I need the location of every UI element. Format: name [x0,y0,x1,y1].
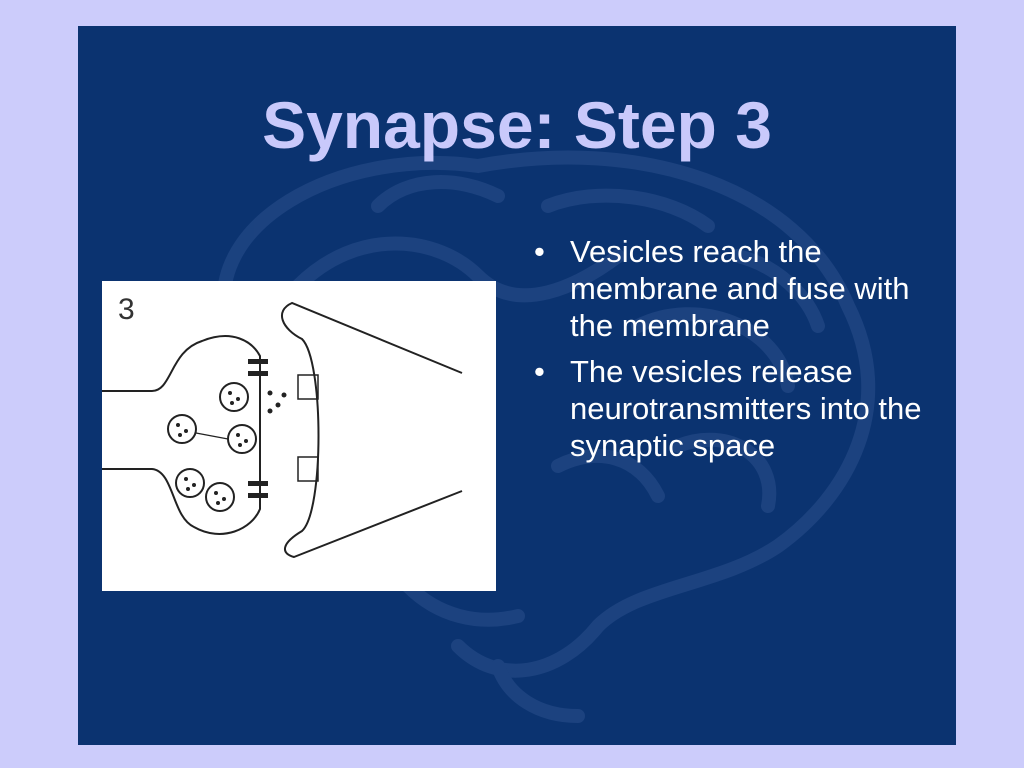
bullet-list [532,233,942,473]
bullet-item [532,353,942,464]
membrane-channel-bottom [248,481,268,486]
membrane-channel-top [248,359,268,364]
receptor-bottom [298,457,318,481]
vesicle [206,483,234,511]
step-number-label: 3 [118,293,135,326]
bullet-item [532,233,942,344]
synapse-illustration [102,281,496,591]
slide-title: Synapse: Step 3 [262,88,772,162]
bullet-text: The vesicles release neurotransmitters into the synaptic space [570,354,922,463]
vesicle [220,383,248,411]
vesicle [168,415,196,443]
vesicle [176,469,204,497]
membrane-channel-bottom [248,493,268,498]
synapse-diagram [102,281,496,591]
bullet-text: Vesicles reach the membrane and fuse with the membrane [570,234,910,343]
membrane-channel-top [248,371,268,376]
vesicle [228,425,256,453]
postsynaptic-dendrite-outline [282,303,462,557]
slide [78,26,956,745]
bullet-marker: • [534,354,545,389]
bullet-marker: • [534,234,545,269]
